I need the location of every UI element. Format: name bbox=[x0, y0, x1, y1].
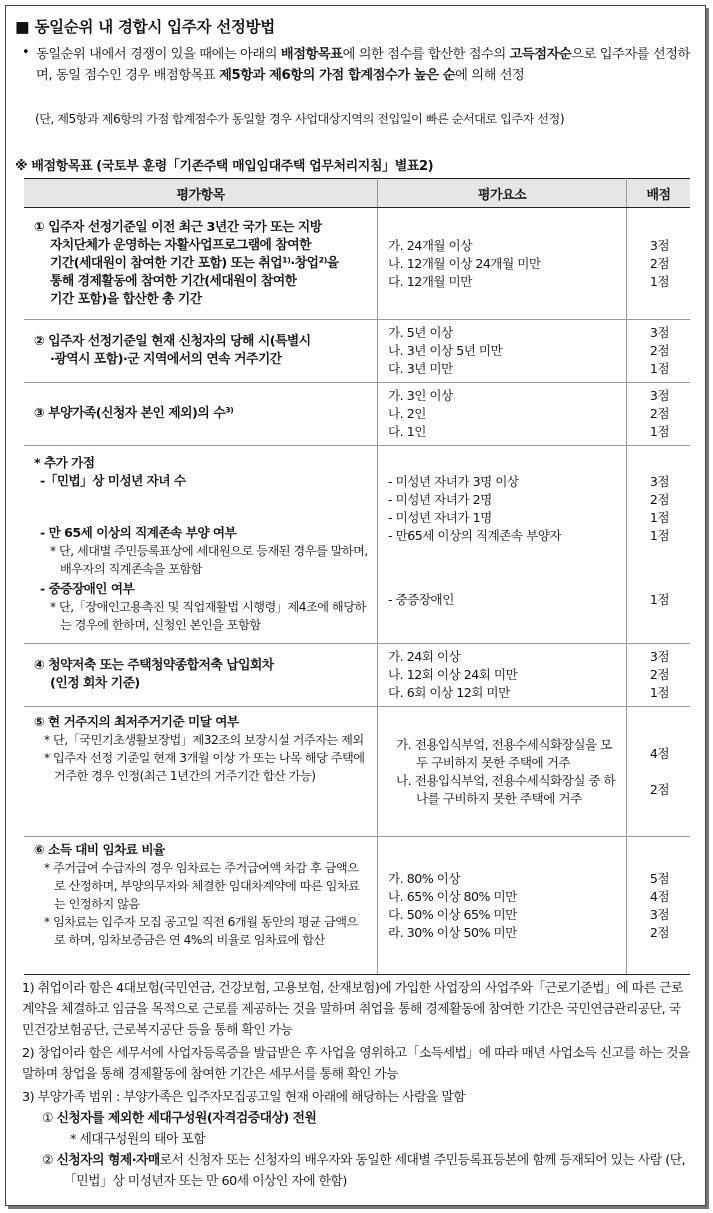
header-score: 배점 bbox=[627, 179, 690, 208]
table-header-row bbox=[24, 179, 690, 208]
row1-scores: 3점 2점 1점 bbox=[649, 237, 670, 289]
table-row bbox=[24, 208, 690, 320]
table-row bbox=[24, 383, 690, 446]
footnote-3-item-1-note: * 세대구성원의 태아 포함 bbox=[70, 1132, 206, 1147]
table-row bbox=[24, 837, 690, 975]
section-title: ■ 동일순위 내 경합시 입주자 선정방법 bbox=[15, 18, 275, 36]
row6-scores: 4점 2점 bbox=[649, 745, 670, 797]
row6-elements: 가. 전용입식부엌, 전용수세식화장실을 모두 구비하지 못한 주택에 거주 나. 전용입식부엌, 전용수세식화장실 중 하나를 구비하지 못한 주택에 거주 bbox=[396, 736, 616, 806]
row5-elements: 가. 24회 이상 나. 12회 이상 24회 미만 다. 6회 이상 12회 미만 bbox=[388, 649, 518, 700]
footnote-3: 3) 부양가족 범위 : 부양가족은 입주자모집공고일 현재 아래에 해당하는 사람을 말함 bbox=[22, 1090, 466, 1105]
table-row bbox=[24, 446, 690, 644]
row7-elements: 가. 80% 이상 나. 65% 이상 80% 미만 다. 50% 이상 65% 미만 라. 30% 이상 50% 미만 bbox=[388, 870, 517, 940]
footnote-3-item-2: ② 신청자의 형제·자매로서 신청자 또는 신청자의 배우자와 동일한 세대별 주민등록표등본에 함께 등재되어 있는 사람 (단,「민법」상 미성년자 또는 만 60세 이상인 자에 한함) bbox=[42, 1153, 686, 1189]
row4-scores: 3점 2점 1점 1점 1점 bbox=[649, 474, 670, 607]
footnote-1: 1) 취업이라 함은 4대보험(국민연금, 건강보험, 고용보험, 산재보험)에 가입한 사업장의 사업주와「근로기준법」에 따른 근로계약을 체결하고 임금을 목적으로 근로를 제공하는 것을 말하며 취업을 통해 경제활동에 참여한 기간은 국민연금관리공단, 국민건강보험공단, 근로복지공단 등을 통해 확인 가능 bbox=[22, 981, 683, 1038]
row2-scores: 3점 2점 1점 bbox=[649, 325, 670, 376]
row5-item: ④ 청약저축 또는 주택청약종합저축 납입회차 (인정 회차 기준) bbox=[34, 658, 274, 691]
header-element: 평가요소 bbox=[378, 179, 627, 208]
row3-elements: 가. 3인 이상 나. 2인 다. 1인 bbox=[388, 388, 453, 439]
row7-scores: 5점 4점 3점 2점 bbox=[649, 870, 670, 940]
row7-item: ⑥ 소득 대비 임차료 비율 * 주거급여 수급자의 경우 임차료는 주거급여액 차감 후 금액으로 산정하며, 부양의무자와 체결한 임대차계약에 따른 임차료는 인정하지 않음 * 임차료는 입주자 모집 공고일 직전 6개월 동안의 평균 금액으로 하며, 임차보증금은 연 4%의 비율로 임차료에 합산 bbox=[34, 842, 360, 947]
score-table bbox=[24, 178, 690, 975]
row3-item: ③ 부양가족(신청자 본인 제외)의 수³⁾ bbox=[34, 406, 234, 421]
table-row bbox=[24, 707, 690, 837]
row3-scores: 3점 2점 1점 bbox=[649, 388, 670, 439]
row5-scores: 3점 2점 1점 bbox=[649, 649, 670, 700]
row1-item: ① 입주자 선정기준일 이전 최근 3년간 국가 또는 지방 자치단체가 운영하는 자활사업프로그램에 참여한 기간(세대원이 참여한 기간 포함) 또는 취업¹⁾·창업²⁾을 통해 경제활동에 참여한 기간(세대원이 참여한 기간 포함)을 합산한 총 기간 bbox=[34, 219, 339, 307]
row6-item: ⑤ 현 거주지의 최저주거기준 미달 여부 * 단,「국민기초생활보장법」제32조의 보장시설 거주자는 제외 * 입주자 선정 기준일 현재 3개월 이상 가 또는 나목 해당 주택에 거주한 경우 인정(최근 1년간의 거주기간 합산 가능) bbox=[34, 714, 365, 783]
table-title: ※ 배점항목표 (국토부 훈령「기존주택 매입임대주택 업무처리지침」별표2) bbox=[15, 159, 434, 174]
table-row bbox=[24, 320, 690, 383]
row2-elements: 가. 5년 이상 나. 3년 이상 5년 미만 다. 3년 미만 bbox=[388, 325, 503, 376]
row1-elements: 가. 24개월 이상 나. 12개월 이상 24개월 미만 다. 12개월 미만 bbox=[388, 237, 541, 289]
row4-item: * 추가 가점 -「민법」상 미성년 자녀 수 - 만 65세 이상의 직계존속 부양 여부 * 단, 세대별 주민등록표상에 세대원으로 등재된 경우를 말하며, 배우자의 직계존속을 포함함 - 중증장애인 여부 * 단,「장애인고용촉진 및 직업재활법 시행령」제4조에 해당하는 경우에 한하며, 신청인 본인을 포함함 bbox=[34, 455, 368, 632]
selection-rule-paragraph: 동일순위 내에서 경쟁이 있을 때에는 아래의 배점항목표에 의한 점수를 합산한 점수의 고득점자순으로 입주자를 선정하며, 동일 점수인 경우 배점항목표 제5항과 제6항의 가점 합계점수가 높은 순에 의해 선정 bbox=[36, 47, 690, 83]
table-row bbox=[24, 644, 690, 707]
row4-elements: - 미성년 자녀가 3명 이상 - 미성년 자녀가 2명 - 미성년 자녀가 1명 - 만65세 이상의 직계존속 부양자 - 중증장애인 bbox=[388, 474, 562, 607]
footnote-2: 2) 창업이라 함은 세무서에 사업자등록증을 발급받은 후 사업을 영위하고「소득세법」에 따라 매년 사업소득 신고를 하는 것을 말하며 창업을 통해 경제활동에 참여한 기간은 세무서를 통해 확인 가능 bbox=[22, 1046, 690, 1082]
header-item: 평가항목 bbox=[24, 179, 378, 208]
row2-item: ② 입주자 선정기준일 현재 신청자의 당해 시(특별시 ·광역시 포함)·군 지역에서의 연속 거주기간 bbox=[34, 334, 311, 367]
bullet-icon: • bbox=[22, 45, 30, 60]
footnote-3-item-1: ① 신청자를 제외한 세대구성원(자격검증대상) 전원 bbox=[42, 1111, 317, 1126]
tie-break-note: (단, 제5항과 제6항의 가점 합계점수가 동일할 경우 사업대상지역의 전입일이 빠른 순서대로 입주자 선정) bbox=[35, 112, 565, 126]
